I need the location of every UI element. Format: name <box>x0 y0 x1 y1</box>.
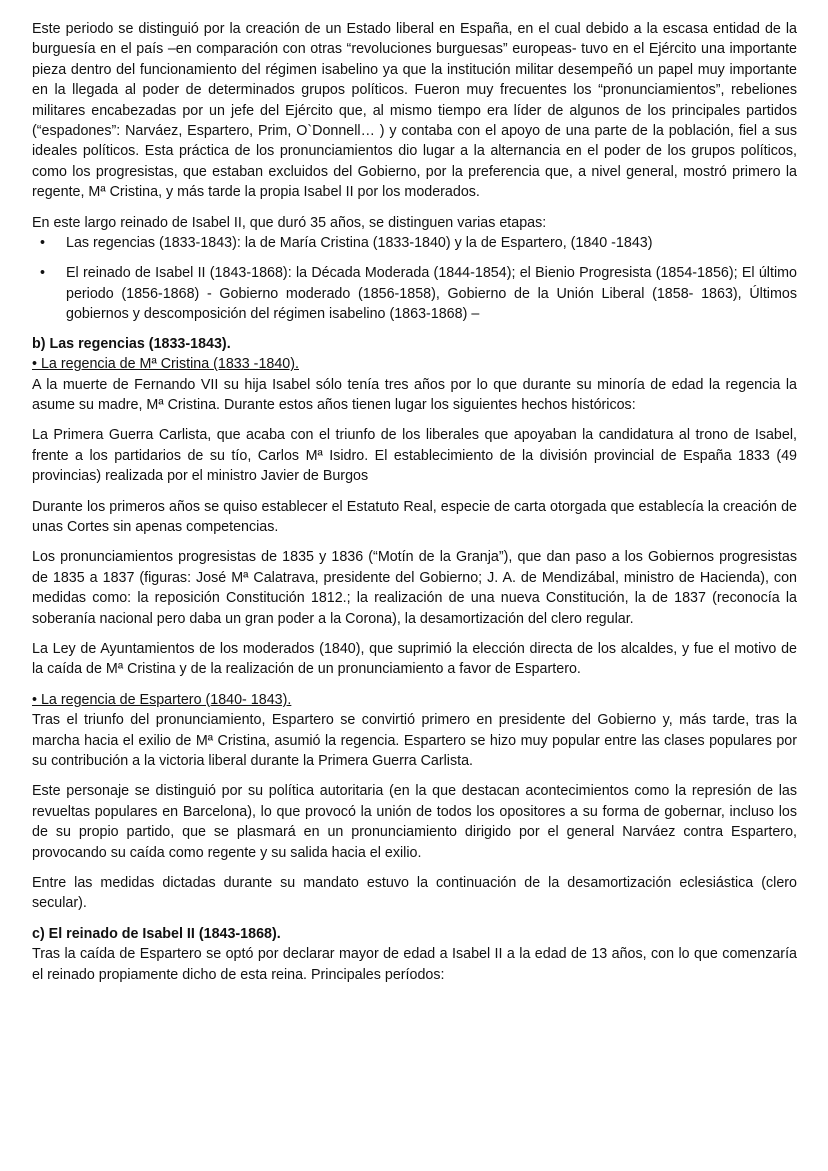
list-item <box>32 263 797 324</box>
paragraph: Tras la caída de Espartero se optó por declarar mayor de edad a Isabel II a la edad de 13 años, con lo que comenzaría el reinado propiamente dicho de esta reina. Principales períodos: <box>32 946 797 983</box>
paragraph: La Ley de Ayuntamientos de los moderados (1840), que suprimió la elección directa de los alcaldes, y fue el motivo de la caída de Mª Cristina y de la realización de un pronunciamiento a favor de Espartero. <box>32 640 797 678</box>
paragraph: Los pronunciamientos progresistas de 1835 y 1836 (“Motín de la Granja”), que dan paso a los Gobiernos progresistas de 1835 a 1837 (figuras: José Mª Calatrava, presidente del Gobierno; J. A. de Mendizábal, ministro de Hacienda), con medidas como: la reposición Constitución 1812.; la realización de una nueva Constitución, la de 1837 (reconocía la soberanía nacional pero daba un gran poder a la Corona), la desamortización del clero regular. <box>32 549 797 627</box>
intro-paragraph: Este periodo se distinguió por la creación de un Estado liberal en España, en el cual debido a la escasa entidad de la burguesía en el país –en comparación con otras “revoluciones burguesas” europeas- tuvo en el Ejército una importante pieza dentro del funcionamiento del régimen isabelino ya que la institución militar desempeñó un papel muy importante en la llegada al poder de determinados grupos políticos. Fueron muy frecuentes los “pronunciamientos”, rebeliones militares encabezadas por un jefe del Ejército que, al mismo tiempo era líder de algunos de los principales partidos (“espadones”: Narváez, Espartero, Prim, O`Donnell… ) y contaba con el apoyo de una parte de la población, fiel a sus ideales políticos. Esta práctica de los pronunciamientos dio lugar a la alternancia en el poder de los grupos políticos, como los progresistas, que estaban excluidos del Gobierno, por la preferencia que, a nivel general, mostró primero la regente, Mª Cristina, y más tarde la propia Isabel II por los moderados. <box>32 21 797 201</box>
stages-list <box>32 233 797 325</box>
paragraph: Entre las medidas dictadas durante su mandato estuvo la continuación de la desamortización eclesiástica (clero secular). <box>32 875 797 912</box>
paragraph: La Primera Guerra Carlista, que acaba con el triunfo de los liberales que apoyaban la candidatura al trono de Isabel, frente a los partidarios de su tío, Carlos Mª Isidro. El establecimiento de la división provincial de España 1833 (49 provincias) realizada por el ministro Javier de Burgos <box>32 427 797 485</box>
bullet-icon: • <box>40 265 46 282</box>
list-item-text: Las regencias (1833-1843): la de María Cristina (1833-1840) y la de Espartero, (1840 -1843) <box>66 235 653 252</box>
paragraph: Este personaje se distinguió por su política autoritaria (en la que destacan acontecimientos como la represión de las revueltas populares en Barcelona), lo que provocó la unión de todos los opositores a su forma de gobernar, incluso los de su propio partido, que se plasmará en un pronunciamiento dirigido por el general Narváez contra Espartero, provocando su caída como regente y su salida hacia el exilio. <box>32 783 797 861</box>
bullet-icon: • <box>40 235 46 252</box>
paragraph: A la muerte de Fernando VII su hija Isabel sólo tenía tres años por lo que durante su minoría de edad la regencia la asume su madre, Mª Cristina. Durante estos años tienen lugar los siguientes hechos históricos: <box>32 376 797 413</box>
espartero-subheading: • La regencia de Espartero (1840- 1843). <box>32 691 292 708</box>
maria-cristina-subheading: • La regencia de Mª Cristina (1833 -1840). <box>32 356 299 373</box>
list-item <box>32 233 797 253</box>
paragraph: Tras el triunfo del pronunciamiento, Espartero se convirtió primero en presidente del Gobierno y, más tarde, tras la marcha hacia el exilio de Mª Cristina, asumió la regencia. Espartero se hizo muy popular entre las clases populares por su contribución a la victoria liberal durante la Primera Guerra Carlista. <box>32 712 797 769</box>
list-item-text: El reinado de Isabel II (1843-1868): la Década Moderada (1844-1854); el Bienio Progresista (1854-1856); El último periodo (1856-1868) - Gobierno moderado (1856-1858), Gobierno de la Unión Liberal (1858- 1863), Últimos gobiernos y descomposición del régimen isabelino (1863-1868) – <box>66 265 797 323</box>
stages-intro: En este largo reinado de Isabel II, que duró 35 años, se distinguen varias etapas: <box>32 214 547 231</box>
section-c-heading: c) El reinado de Isabel II (1843-1868). <box>32 925 281 942</box>
paragraph: Durante los primeros años se quiso establecer el Estatuto Real, especie de carta otorgada que establecía la creación de unas Cortes sin apenas competencias. <box>32 498 797 535</box>
section-b-heading: b) Las regencias (1833-1843). <box>32 335 231 352</box>
